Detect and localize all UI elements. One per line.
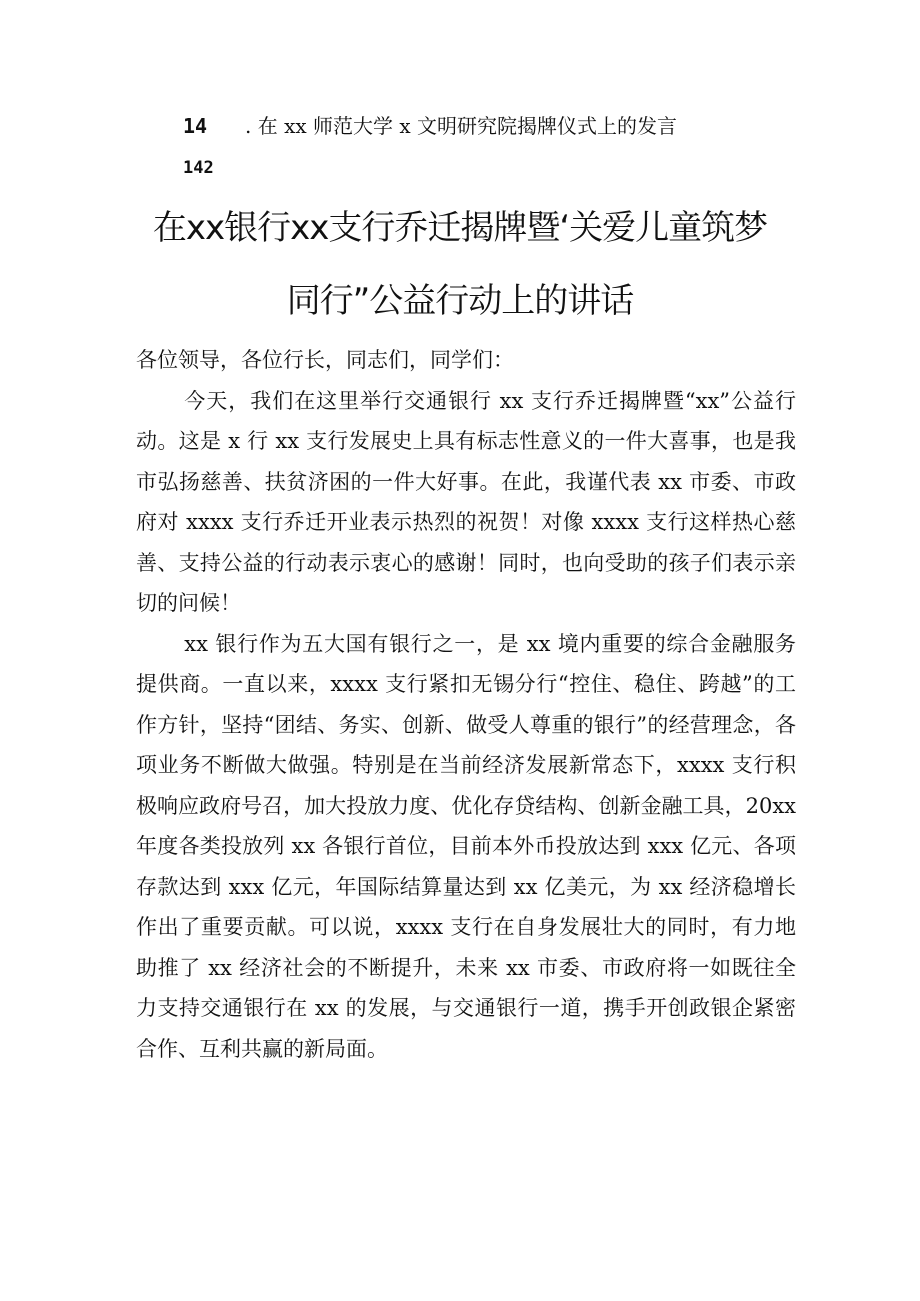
toc-page-number: 142	[183, 158, 214, 178]
toc-entry-text: . 在 xx 师范大学 x 文明研究院揭牌仪式上的发言	[245, 114, 677, 138]
toc-entry	[183, 112, 677, 140]
salutation: 各位领导，各位行长，同志们，同学们：	[136, 348, 514, 372]
paragraph-2: xx 银行作为五大国有银行之一，是 xx 境内重要的综合金融服务提供商。一直以来，xxxx 支行紧扣无锡分行“控住、稳住、跨越”的工作方针，坚持“团结、务实、创新、做受人尊重的银行”的经营理念，各项业务不断做大做强。特别是在当前经济发展新常态下，xxxx 支行积极响应政府号召，加大投放力度、优化存贷结构、创新金融工具，20xx 年度各类投放列 xx 各银行首位，目前本外币投放达到 xxx 亿元、各项存款达到 xxx 亿元，年国际结算量达到 xx 亿美元，为 xx 经济稳增长作出了重要贡献。可以说，xxxx 支行在自身发展壮大的同时，有力地助推了 xx 经济社会的不断提升，未来 xx 市委、市政府将一如既往全力支持交通银行在 xx 的发展，与交通银行一道，携手开创政银企紧密合作、互利共赢的新局面。	[136, 631, 796, 1061]
paragraph-1: 今天，我们在这里举行交通银行 xx 支行乔迁揭牌暨“xx”公益行动。这是 x 行 xx 支行发展史上具有标志性意义的一件大喜事，也是我市弘扬慈善、扶贫济困的一件大好事。在此，我谨代表 xx 市委、市政府对 xxxx 支行乔迁开业表示热烈的祝贺！对像 xxxx 支行这样热心慈善、支持公益的行动表示衷心的感谢！同时，也向受助的孩子们表示亲切的问候！	[136, 388, 796, 615]
speech-title-line-1: 在xx银行xx支行乔迁揭牌暨‘关爱儿童筑梦	[152, 208, 768, 248]
speech-title-line-2: 同行”公益行动上的讲话	[286, 281, 634, 321]
toc-entry-number: 14	[183, 114, 208, 138]
speech-body	[136, 340, 796, 1069]
